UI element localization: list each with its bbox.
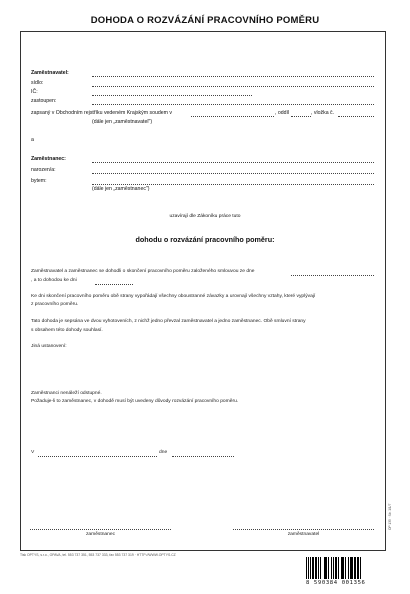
- copies-text-line1: Tato dohoda je sepsána ve dvou vyhotoveních, z nichž jedno převzal zaměstnavatel a jedno zaměstnanec. Obě smluvní strany: [31, 319, 306, 324]
- reasons-notice: Požaduje-li to zaměstnanec, v dohodě musí být uvedeny důvody rozvázání pracovního poměru.: [31, 399, 239, 404]
- agreement-heading: dohodu o rozvázání pracovního poměru:: [135, 235, 275, 244]
- place-label: V: [31, 450, 35, 455]
- employer-ic-label: IČ:: [31, 89, 38, 95]
- employee-signature-label: zaměstnanec: [85, 532, 116, 537]
- date-field[interactable]: [172, 456, 234, 457]
- date-label: dne: [159, 450, 168, 455]
- barcode-stripe: [361, 557, 363, 579]
- employer-representative-label: zastoupen:: [31, 98, 57, 104]
- barcode-image: [306, 557, 386, 579]
- employer-section-field[interactable]: [291, 116, 311, 117]
- printer-footer: Tisk OPTYS, s.r.o., OPAVA, tel. 553 737 351, 553 737 333, fax 553 737 319 · HTTP://WWW.OPTYS.CZ: [20, 553, 176, 557]
- employer-seat-label: sídlo:: [31, 80, 44, 86]
- employee-birth-label: narozen/a:: [31, 167, 56, 173]
- employer-seat-field[interactable]: [92, 86, 374, 87]
- employee-address-label: bytem:: [31, 178, 47, 184]
- employee-alias: (dále jen „zaměstnanec"): [92, 186, 150, 192]
- employer-name-field[interactable]: [92, 76, 374, 77]
- termination-text-line2: , a to dohodou ke dni: [31, 278, 77, 283]
- employee-signature-line[interactable]: [30, 529, 171, 530]
- termination-text-line1: Zaměstnavatel a zaměstnanec se dohodli o skončení pracovního poměru založeného smlouvou ze dne: [31, 269, 255, 274]
- termination-date-field[interactable]: [95, 284, 133, 285]
- employer-label: Zaměstnavatel:: [31, 70, 69, 76]
- settlement-text-line2: z pracovního poměru.: [31, 302, 79, 307]
- form-frame: [20, 31, 386, 551]
- copies-text-line2: s obsahem této dohody souhlasí.: [31, 328, 103, 333]
- settlement-text-line1: Ke dni skončení pracovního poměru obě strany vypořádají všechny oboustranné závazky a urovnají všechny vztahy, které vyplývají: [31, 294, 316, 299]
- employer-insert-field[interactable]: [338, 116, 374, 117]
- conjunction-text: a: [31, 137, 34, 143]
- employer-alias: (dále jen „zaměstnavatel"): [92, 119, 153, 125]
- place-field[interactable]: [38, 456, 157, 457]
- employer-section-label: , oddíl: [275, 110, 290, 116]
- employer-court-field[interactable]: [191, 116, 274, 117]
- employer-signature-line[interactable]: [233, 529, 374, 530]
- employee-birth-field[interactable]: [92, 173, 374, 174]
- employer-insert-label: , vložka č.: [311, 110, 335, 116]
- employee-name-field[interactable]: [92, 162, 374, 163]
- employee-label: Zaměstnanec:: [31, 156, 66, 162]
- barcode-number: 8 590384 001356: [306, 580, 366, 586]
- severance-notice: Zaměstnanci nenáleží odstupné.: [31, 391, 102, 396]
- other-terms-label: Jiná ustanovení:: [31, 344, 67, 349]
- intro-text: uzavírají dle Zákoníku práce tuto: [169, 214, 241, 219]
- document-title: DOHODA O ROZVÁZÁNÍ PRACOVNÍHO POMĚRU: [90, 15, 320, 26]
- contract-date-field[interactable]: [291, 275, 374, 276]
- employer-representative-field[interactable]: [92, 104, 374, 105]
- employer-signature-label: zaměstnavatel: [287, 532, 320, 537]
- employer-ic-field[interactable]: [92, 95, 252, 96]
- employer-registry-label: zapsaný v Obchodním rejstříku vedeném Krajským soudem v: [31, 110, 172, 116]
- employee-address-field[interactable]: [92, 184, 374, 185]
- other-terms-area[interactable]: [31, 352, 374, 386]
- form-code: OP 135 · Str. 1/1/7: [388, 503, 392, 530]
